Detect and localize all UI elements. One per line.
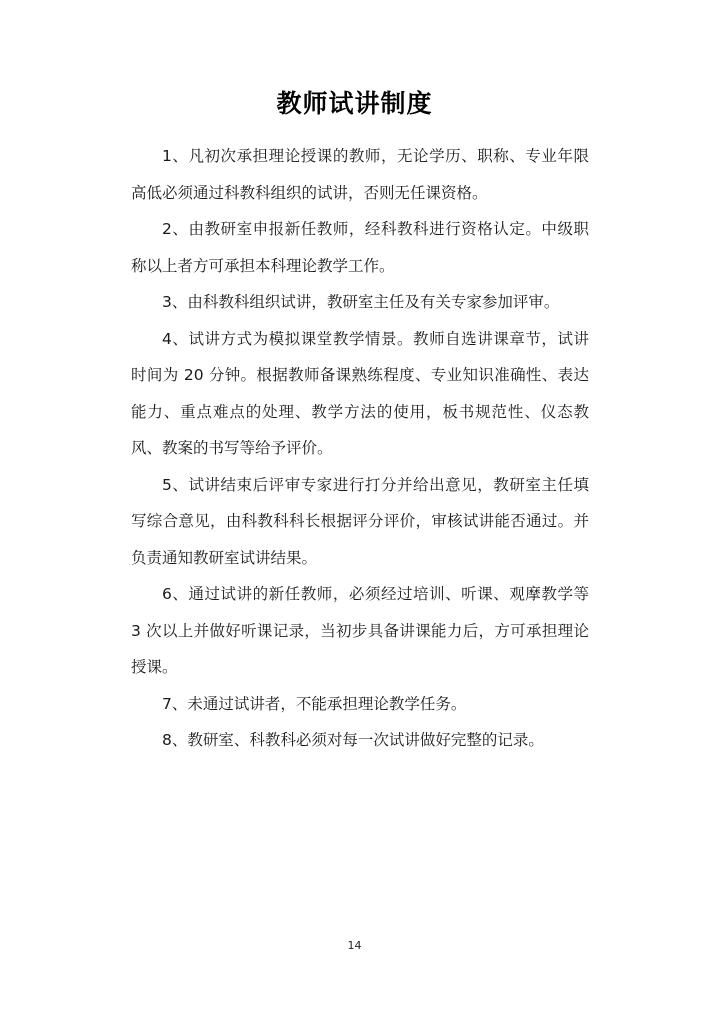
paragraph-2: 2、由教研室申报新任教师，经科教科进行资格认定。中级职称以上者方可承担本科理论教学工作。	[131, 220, 589, 275]
paragraph-4: 4、试讲方式为模拟课堂教学情景。教师自选讲课章节，试讲时间为 20 分钟。根据教师备课熟练程度、专业知识准确性、表达能力、重点难点的处理、教学方法的使用，板书规范性、仪态教风、教案的书写等给予评价。	[131, 329, 589, 457]
page-number: 14	[347, 939, 362, 952]
paragraph-5: 5、试讲结束后评审专家进行打分并给出意见，教研室主任填写综合意见，由科教科科长根据评分评价，审核试讲能否通过。并负责通知教研室试讲结果。	[131, 475, 589, 567]
paragraph-1: 1、凡初次承担理论授课的教师，无论学历、职称、专业年限高低必须通过科教科组织的试讲，否则无任课资格。	[131, 147, 589, 202]
paragraph-8: 8、教研室、科教科必须对每一次试讲做好完整的记录。	[162, 731, 544, 749]
document-body	[131, 138, 589, 759]
paragraph-6: 6、通过试讲的新任教师，必须经过培训、听课、观摩教学等 3 次以上并做好听课记录，当初步具备讲课能力后，方可承担理论授课。	[131, 585, 589, 676]
document-title: 教师试讲制度	[276, 89, 433, 118]
paragraph-7: 7、未通过试讲者，不能承担理论教学任务。	[162, 694, 467, 713]
paragraph-3: 3、由科教科组织试讲，教研室主任及有关专家参加评审。	[162, 293, 560, 311]
